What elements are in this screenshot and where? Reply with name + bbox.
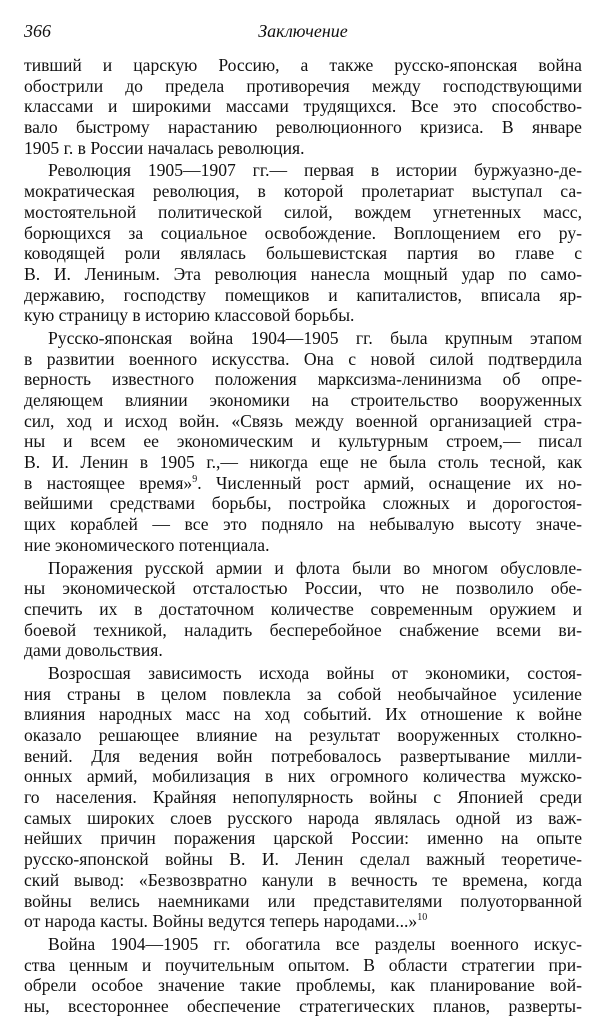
text-line: ны экономической отсталостью России, что не позволило обе- bbox=[24, 578, 582, 599]
text-line: верность известного положения марксизма-ленинизма об опре- bbox=[24, 369, 582, 390]
text-line: сил, ход и исход войн. «Связь между военной организацией стра- bbox=[24, 410, 582, 431]
text-line: влияния народных масс на ход событий. Их отношение к войне bbox=[24, 704, 582, 725]
text-line: вейшими средствами борьбы, постройка сложных и дорогостоя- bbox=[24, 493, 582, 514]
text-line: ны и всем ее экономическим и культурным строем,— писал bbox=[24, 431, 582, 452]
text-line: деляющем влиянии экономики на строительство вооруженных bbox=[24, 390, 582, 410]
text-line: ства ценным и поучительным опытом. В области стратегии при- bbox=[24, 954, 582, 975]
text-line: Революция 1905—1907 гг.— первая в истории буржуазно-де- bbox=[48, 160, 582, 181]
paragraph bbox=[24, 328, 582, 556]
text-line: В. И. Ленин в 1905 г.,— никогда еще не была столь тесной, как bbox=[24, 452, 582, 473]
paragraph bbox=[24, 934, 582, 1017]
text-line: ние экономического потенциала. bbox=[24, 534, 270, 555]
text-line: нейших причин поражения царской России: именно на опыте bbox=[24, 828, 582, 849]
text-line: самых широких слоев русского народа являлась одной из важ- bbox=[24, 807, 582, 828]
text-line: ководящей роли являлась большевистская партия во главе с bbox=[24, 243, 582, 264]
text-line: борющихся за социальное освобождение. Воплощением его ру- bbox=[24, 222, 582, 243]
text-fragment: в настоящее время» bbox=[24, 472, 193, 493]
text-line: онных армий, мобилизация в них огромного количества мужско- bbox=[24, 766, 582, 787]
text-line: вало быстрому нарастанию революционного кризиса. В январе bbox=[24, 117, 582, 138]
text-line: классами и широкими массами трудящихся. Все это способство- bbox=[24, 96, 582, 117]
text-line: ния страны в целом повлекла за собой необычайное усиление bbox=[24, 683, 582, 704]
text-line: Поражения русской армии и флота были во многом обусловле- bbox=[48, 557, 582, 578]
text-line: щих кораблей — все это подняло на небывалую высоту значе- bbox=[24, 514, 582, 535]
text-line: мостоятельной политической силой, вождем угнетенных масс, bbox=[24, 201, 582, 222]
text-line: го населения. Крайняя непопулярность войны с Японией среди bbox=[24, 787, 582, 808]
text-line: обрели особое значение такие проблемы, как планирование вой- bbox=[24, 975, 582, 996]
book-page bbox=[24, 0, 582, 1016]
text-line: кую страницу в историю классовой борьбы. bbox=[24, 305, 355, 326]
text-line: державию, господству помещиков и капиталистов, вписала яр- bbox=[24, 284, 582, 305]
text-line: ский вывод: «Безвозвратно канули в вечность те времена, когда bbox=[24, 869, 582, 890]
paragraph bbox=[24, 663, 582, 932]
text-fragment: . Численный рост армий, оснащение их но- bbox=[197, 472, 582, 493]
text-line: оказало решающее влияние на результат вооруженных столкно- bbox=[24, 725, 582, 745]
text-line: войны велись наемниками или представителями полуоторванной bbox=[24, 890, 582, 911]
text-line: дами довольствия. bbox=[24, 640, 163, 661]
text-line: обострили до предела противоречия между господствующими bbox=[24, 75, 582, 96]
text-line: Возросшая зависимость исхода войны от экономики, состоя- bbox=[48, 662, 582, 683]
page-number: 366 bbox=[24, 21, 51, 41]
text-line: В. И. Лениным. Эта революция нанесла мощный удар по само- bbox=[24, 263, 582, 284]
text-line: спечить их в достаточном количестве современным оружием и bbox=[24, 598, 582, 619]
paragraph bbox=[24, 558, 582, 661]
paragraph bbox=[24, 55, 582, 158]
text-line: в развитии военного искусства. Она с новой силой подтвердила bbox=[24, 348, 582, 369]
text-line: тивший и царскую Россию, а также русско-японская война bbox=[24, 55, 582, 75]
footnote-mark: 9 bbox=[192, 473, 198, 485]
text-line: русско-японской войны В. И. Ленин сделал важный теоретиче- bbox=[24, 849, 582, 870]
text-line: вений. Для ведения войн потребовалось развертывание милли- bbox=[24, 745, 582, 766]
text-line: боевой техникой, наладить бесперебойное снабжение всеми ви- bbox=[24, 619, 582, 640]
paragraph bbox=[24, 160, 582, 326]
text-line: ны, всестороннее обеспечение стратегических планов, разверты- bbox=[24, 995, 582, 1016]
text-line: 1905 г. в России началась революция. bbox=[24, 137, 305, 158]
text-line: Война 1904—1905 гг. обогатила все разделы военного искус- bbox=[48, 933, 582, 954]
footnote-mark: 10 bbox=[417, 912, 428, 924]
text-line: мократическая революция, в которой пролетариат выступал са- bbox=[24, 181, 582, 202]
page-header bbox=[24, 0, 582, 42]
body-text bbox=[24, 55, 582, 1019]
text-line-with-footnote bbox=[24, 911, 582, 932]
text-fragment: от народа касты. Войны ведутся теперь народами...» bbox=[24, 911, 418, 932]
running-title: Заключение bbox=[258, 21, 348, 41]
text-line: Русско-японская война 1904—1905 гг. была крупным этапом bbox=[48, 327, 582, 348]
text-line-with-footnote bbox=[24, 473, 582, 494]
